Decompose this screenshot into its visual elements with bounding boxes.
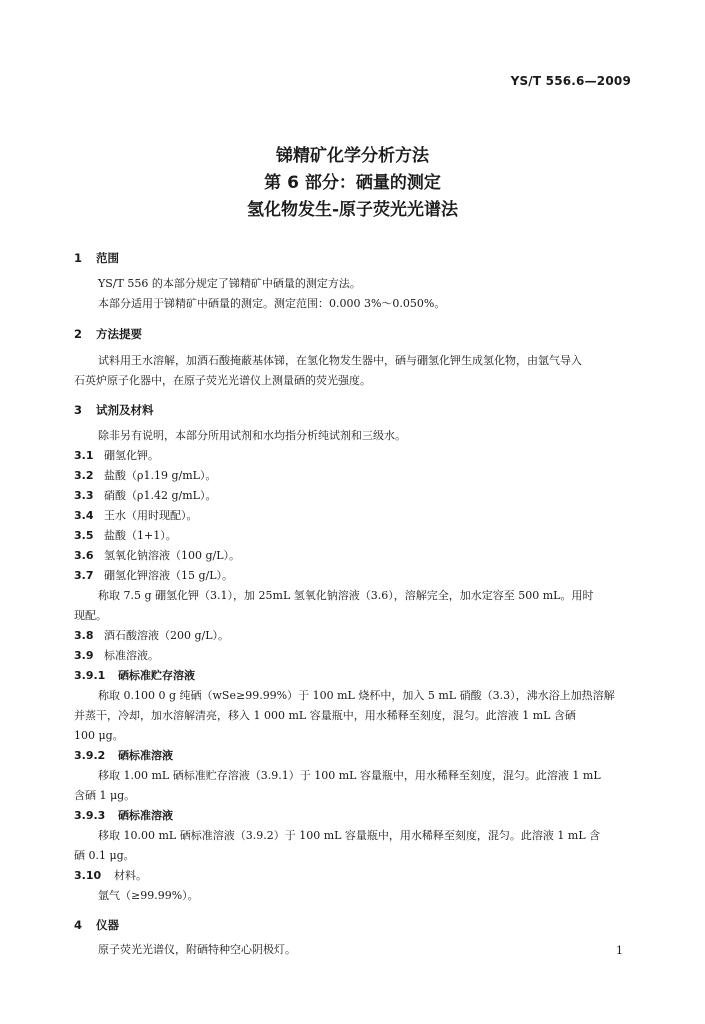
item-number: 3.9.3 (74, 809, 106, 822)
item-text: 硝酸（ρ1.42 g/mL）。 (104, 489, 217, 502)
item-number: 3.9.2 (74, 749, 106, 762)
list-item (74, 446, 159, 466)
list-item (74, 866, 147, 886)
subsection-3-9-2-heading (74, 746, 173, 766)
document-title (0, 143, 705, 224)
section-1-heading (74, 250, 119, 266)
section-1-paragraph-1: YS/T 556 的本部分规定了锑精矿中硒量的测定方法。 (98, 277, 361, 290)
item-text: 硼氢化钾溶液（15 g/L）。 (104, 569, 234, 582)
item-number: 3.9.1 (74, 669, 106, 682)
item-3-10-paragraph: 氩气（≥99.99%）。 (98, 889, 199, 902)
list-item (74, 626, 229, 646)
section-4-paragraph: 原子荧光光谱仪，附硒特种空心阴极灯。 (98, 943, 296, 956)
item-text: 盐酸（ρ1.19 g/mL）。 (104, 469, 217, 482)
page-number: 1 (616, 944, 623, 957)
item-number: 3.3 (74, 489, 94, 502)
subsection-3-9-3-heading (74, 806, 173, 826)
item-text: 硼氢化钾。 (104, 449, 159, 462)
item-number: 3.9 (74, 649, 94, 662)
list-item (74, 486, 216, 506)
item-text: 王水（用时现配）。 (104, 509, 198, 522)
list-item (74, 466, 216, 486)
section-title: 方法提要 (96, 327, 142, 341)
item-3-9-1-paragraph-line-3: 100 μg。 (74, 729, 124, 742)
item-number: 3.5 (74, 529, 94, 542)
section-title: 仪器 (96, 918, 119, 932)
item-text: 氢氧化钠溶液（100 g/L）。 (104, 549, 241, 562)
item-number: 3.4 (74, 509, 94, 522)
item-3-9-3-paragraph-line-2: 硒 0.1 μg。 (74, 849, 135, 862)
item-3-9-1-paragraph-line-1: 称取 0.100 0 g 纯硒（wSe≥99.99%）于 100 mL 烧杯中，加入 5 mL 硝酸（3.3），沸水浴上加热溶解 (98, 689, 615, 702)
title-line-2: 第 6 部分：硒量的测定 (264, 173, 441, 193)
item-text: 硒标准溶液 (118, 809, 173, 822)
item-number: 3.2 (74, 469, 94, 482)
item-3-9-1-paragraph-line-2: 并蒸干，冷却，加水溶解清亮，移入 1 000 mL 容量瓶中，用水稀释至刻度，混匀。此溶液 1 mL 含硒 (74, 709, 576, 722)
item-number: 3.8 (74, 629, 94, 642)
item-text: 硒标准贮存溶液 (118, 669, 195, 682)
section-number: 3 (74, 403, 83, 417)
item-text: 标准溶液。 (104, 649, 159, 662)
section-3-heading (74, 402, 154, 418)
section-title: 范围 (96, 251, 119, 265)
section-2-paragraph-line-2: 石英炉原子化器中，在原子荧光光谱仪上测量硒的荧光强度。 (74, 374, 371, 387)
item-text: 酒石酸溶液（200 g/L）。 (104, 629, 230, 642)
item-number: 3.6 (74, 549, 94, 562)
item-3-7-paragraph-line-2: 现配。 (74, 609, 107, 622)
item-text: 硒标准溶液 (118, 749, 173, 762)
section-number: 4 (74, 918, 83, 932)
section-4-heading (74, 917, 119, 933)
list-item (74, 646, 159, 666)
title-line-3: 氢化物发生-原子荧光光谱法 (246, 200, 459, 220)
section-title: 试剂及材料 (96, 403, 154, 417)
item-text: 材料。 (114, 869, 147, 882)
subsection-3-9-1-heading (74, 666, 195, 686)
section-3-intro: 除非另有说明，本部分所用试剂和水均指分析纯试剂和三级水。 (98, 429, 406, 442)
title-line-1: 锑精矿化学分析方法 (276, 146, 429, 166)
section-2-paragraph-line-1: 试料用王水溶解，加酒石酸掩蔽基体锑，在氢化物发生器中，硒与硼氢化钾生成氢化物，由氩气导入 (98, 354, 582, 367)
section-2-heading (74, 326, 142, 342)
item-3-9-2-paragraph-line-1: 移取 1.00 mL 硒标准贮存溶液（3.9.1）于 100 mL 容量瓶中，用水稀释至刻度，混匀。此溶液 1 mL (98, 769, 601, 782)
item-number: 3.10 (74, 869, 102, 882)
item-number: 3.7 (74, 569, 94, 582)
standard-number: YS/T 556.6—2009 (510, 74, 631, 88)
item-3-9-2-paragraph-line-2: 含硒 1 μg。 (74, 789, 136, 802)
item-3-9-3-paragraph-line-1: 移取 10.00 mL 硒标准溶液（3.9.2）于 100 mL 容量瓶中，用水稀释至刻度，混匀。此溶液 1 mL 含 (98, 829, 601, 842)
item-3-7-paragraph-line-1: 称取 7.5 g 硼氢化钾（3.1），加 25mL 氢氧化钠溶液（3.6），溶解完全，加水定容至 500 mL。用时 (98, 589, 594, 602)
list-item (74, 566, 233, 586)
list-item (74, 546, 240, 566)
item-text: 盐酸（1+1）。 (104, 529, 177, 542)
section-1-paragraph-2: 本部分适用于锑精矿中硒量的测定。测定范围：0.000 3%～0.050%。 (98, 297, 446, 310)
section-number: 2 (74, 327, 83, 341)
item-number: 3.1 (74, 449, 94, 462)
list-item (74, 526, 177, 546)
list-item (74, 506, 198, 526)
section-number: 1 (74, 251, 83, 265)
